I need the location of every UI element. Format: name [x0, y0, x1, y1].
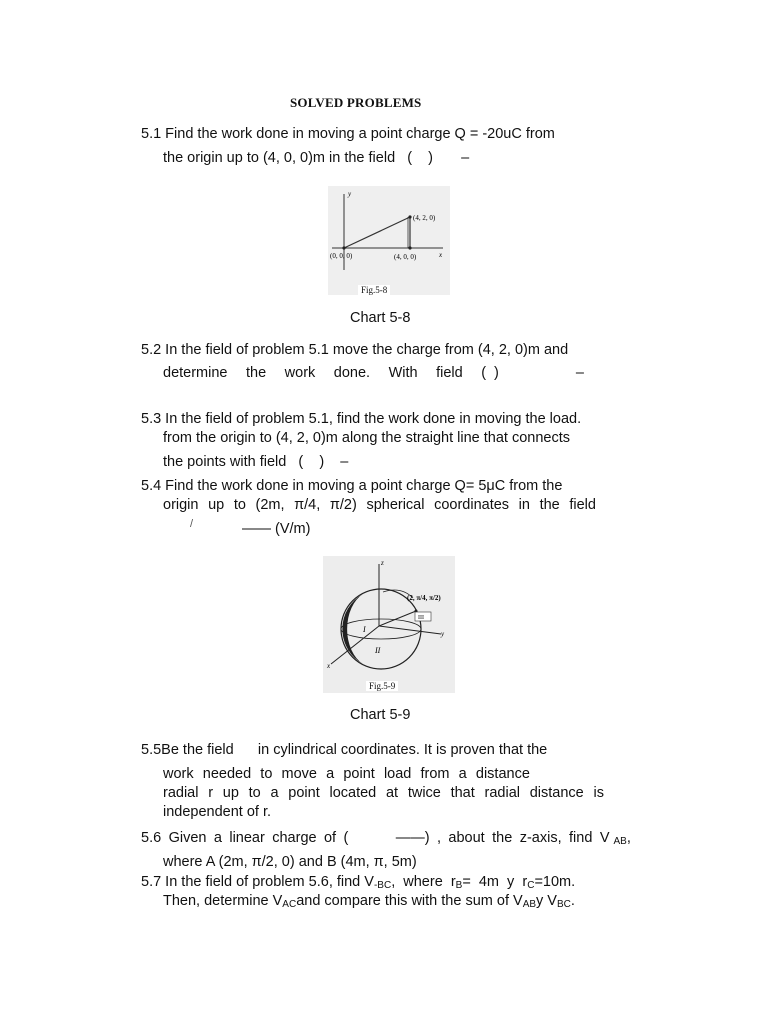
word: point [343, 766, 375, 782]
point-4-0-0 [408, 246, 411, 249]
figure-5-9-label: Fig.5-9 [366, 681, 398, 691]
word: is [593, 785, 604, 801]
word: in [518, 497, 530, 513]
empty-parens: ( ) [481, 365, 499, 381]
word: the [539, 497, 560, 513]
problem-5-7-line2: Then, determine $V_{AC}and$ compare this with the sum of $V_{AB}y$ $V_{BC}$. [163, 893, 575, 910]
word: (2m, [255, 497, 285, 513]
x4-label: (4, 0, 0) [394, 253, 417, 261]
equator [341, 619, 421, 639]
problem-5-5-line3 [163, 784, 604, 802]
point-4-2-0 [408, 215, 411, 218]
x-axis [331, 626, 379, 664]
word: to [260, 766, 273, 782]
problem-5-4-line3: —— (V/m) [242, 521, 311, 537]
word: needed [202, 766, 252, 782]
word: a [270, 785, 279, 801]
chart-5-8-caption: Chart 5-8 [350, 310, 411, 326]
figure-5-8-diagram [328, 186, 450, 295]
word: distance [529, 785, 584, 801]
figure-5-8 [328, 186, 450, 295]
word: at [385, 785, 399, 801]
chart-5-9-caption: Chart 5-9 [350, 707, 411, 723]
word: determine [163, 365, 228, 381]
word: a [213, 830, 222, 846]
word: twice [407, 785, 441, 801]
problem-5-2-line2 [163, 364, 584, 382]
figure-5-9-diagram [323, 556, 455, 693]
word: coordinates [434, 497, 510, 513]
word: about [448, 830, 485, 846]
problem-5-4-slash: / [190, 518, 194, 530]
word: find [569, 830, 593, 846]
x-axis-label: x [327, 662, 331, 670]
word: from [420, 766, 450, 782]
problem-5-2-line1: 5.2 In the field of problem 5.1 move the charge from (4, 2, 0)m and [141, 342, 569, 358]
point-origin [342, 246, 345, 249]
problem-5-5-line2 [163, 765, 530, 783]
word: ——) [395, 830, 430, 846]
y-axis-label: y [441, 630, 445, 638]
word: linear [229, 830, 265, 846]
shaded-crescent [342, 594, 363, 664]
word: π/4, [294, 497, 321, 513]
word: the [492, 830, 513, 846]
word: – [575, 365, 584, 381]
word: origin [163, 497, 199, 513]
word: radial [163, 785, 199, 801]
word: load [383, 766, 412, 782]
word: the [245, 365, 267, 381]
point-4-2-0-label: (4, 2, 0) [413, 214, 436, 222]
y-axis-label: y [348, 190, 352, 198]
word: that [450, 785, 475, 801]
problem-5-4-line1: 5.4 Find the work done in moving a point charge Q= 5μC from the [141, 478, 563, 494]
origin-label: (0, 0, 0) [330, 252, 353, 260]
word: move [281, 766, 317, 782]
spacer [517, 364, 557, 382]
problem-5-1-line2: the origin up to (4, 0, 0)m in the field ( ) – [163, 150, 470, 166]
problem-5-5-line4: independent of r. [163, 804, 272, 820]
radius-line [379, 611, 416, 626]
problem-5-3-line2: from the origin to (4, 2, 0)m along the straight line that connects [163, 430, 571, 446]
problem-5-3-line3: the points with field ( ) – [163, 454, 349, 470]
problem-5-4-line2 [163, 496, 596, 514]
word: work [284, 365, 316, 381]
word: spherical [366, 497, 425, 513]
problem-5-3-line1: 5.3 In the field of problem 5.1, find the work done in moving the load. [141, 411, 582, 427]
page-title: SOLVED PROBLEMS [290, 95, 422, 110]
word: a [458, 766, 467, 782]
word: field [436, 365, 463, 381]
word: point [288, 785, 320, 801]
word: π/2) [329, 497, 357, 513]
word: field [569, 497, 596, 513]
word-vab: V $_{AB}$, [599, 830, 631, 847]
problem-5-7-line1: 5.7 In the field of problem 5.6, find $V_{-BC}$, where $r_B= 4m$ y $r_C=10m$. [141, 874, 576, 891]
word: done. [333, 365, 371, 381]
x-axis-label: x [439, 251, 443, 259]
region-II-label: II [375, 646, 381, 655]
word: a [326, 766, 335, 782]
word: 5.6 [141, 830, 162, 846]
word: to [248, 785, 261, 801]
problem-5-6-line1 [141, 829, 631, 851]
y-axis [379, 626, 441, 634]
figure-5-9 [323, 556, 455, 693]
word: distance [475, 766, 530, 782]
z-axis-label: z [381, 559, 384, 567]
word: With [388, 365, 418, 381]
region-I-label: I [363, 625, 366, 634]
problem-5-1-line1: 5.1 Find the work done in moving a point charge Q = -20uC from [141, 126, 555, 142]
region-III-label: III [418, 615, 424, 621]
word: of [323, 830, 337, 846]
word: located [329, 785, 377, 801]
point-label: (2, π/4, π/2) [407, 594, 441, 602]
problem-5-6-line2: where A (2m, π/2, 0) and B (4m, π, 5m) [163, 854, 417, 870]
word: charge [272, 830, 317, 846]
path-line [344, 217, 410, 248]
word: Given [168, 830, 207, 846]
word: work [163, 766, 194, 782]
word: ( [343, 830, 349, 846]
word: to [233, 497, 246, 513]
word: r [208, 785, 214, 801]
figure-5-8-label: Fig.5-8 [358, 285, 390, 295]
word: radial [484, 785, 520, 801]
word: up [208, 497, 225, 513]
word: z-axis, [519, 830, 562, 846]
word: , [436, 830, 442, 846]
word: up [222, 785, 239, 801]
problem-5-5-line1: 5.5Be the field in cylindrical coordinates. It is proven that the [141, 742, 548, 758]
